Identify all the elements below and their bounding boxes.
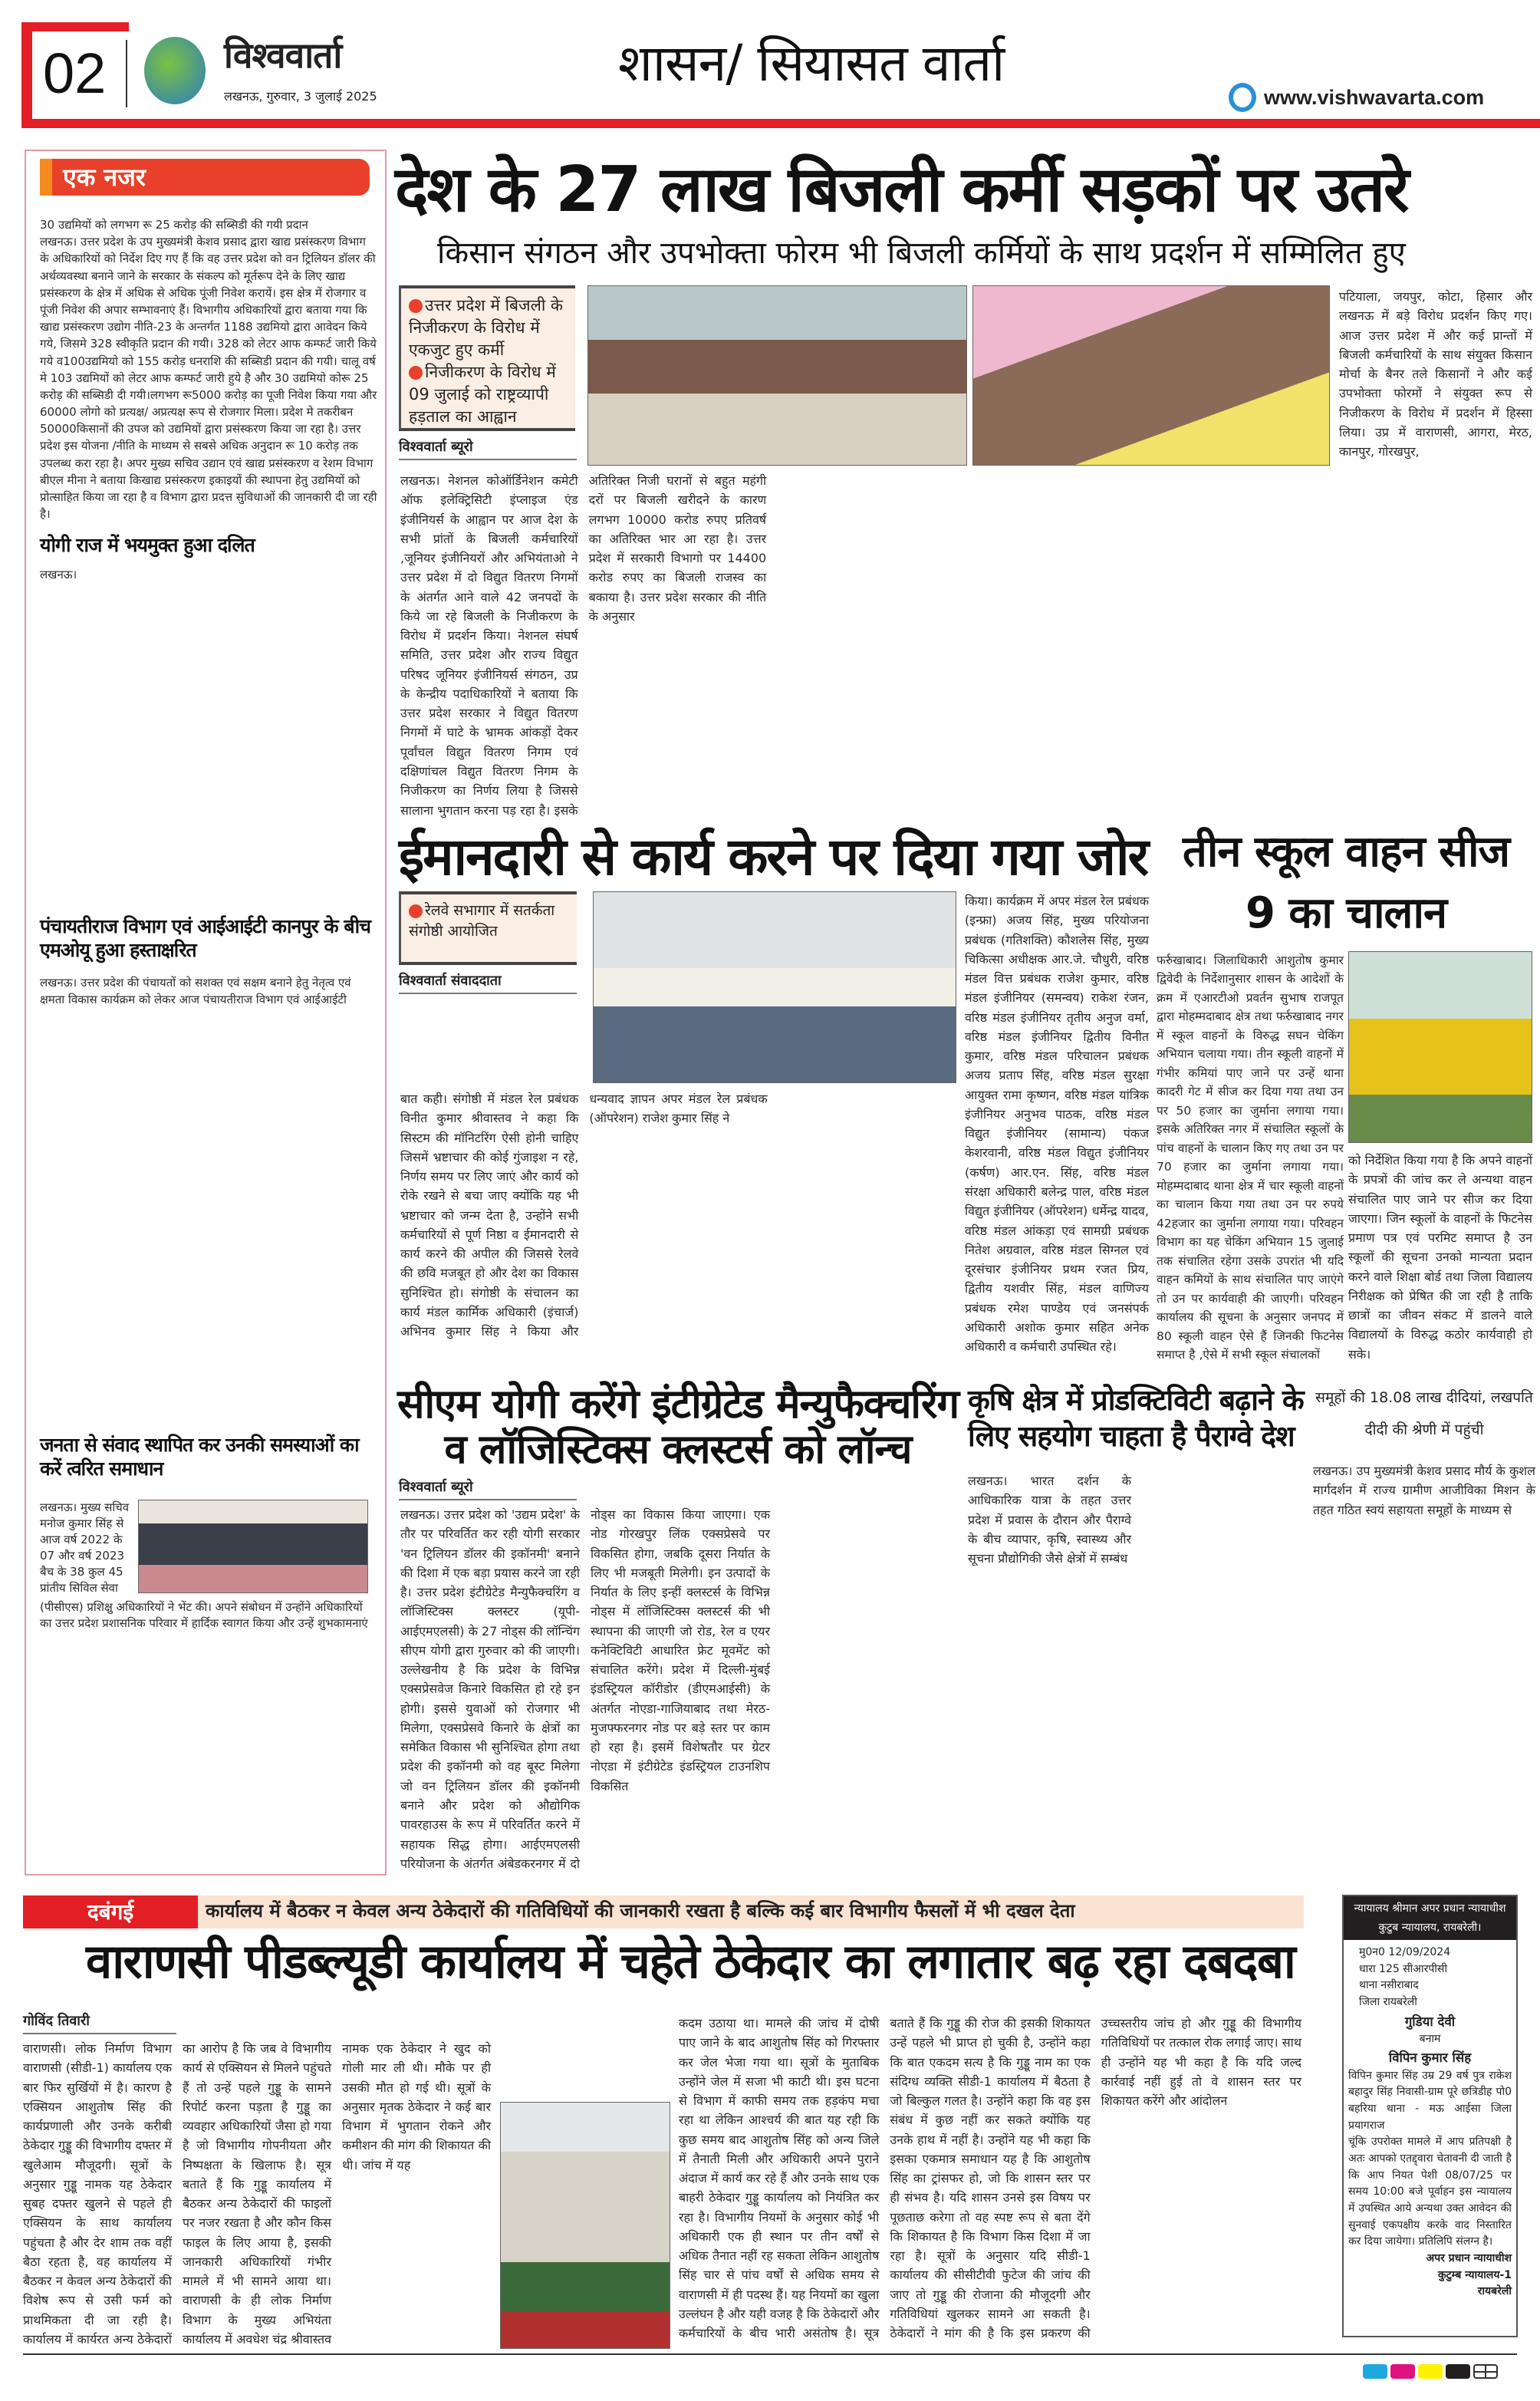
- cm-body: लखनऊ। उत्तर प्रदेश को 'उद्यम प्रदेश' के तौर पर परिवर्तित कर रही योगी सरकार 'वन ट्रिलियन डॉलर की इकॉनमी' बनाने की दिशा में एक बड़ा प्रयास करने जा रही है। उत्तर प्रदेश इंटीग्रेटेड मैन्युफैक्चरिंग व लॉजिस्टिक्स क्लस्टर (यूपी-आईएमएलसी) के 27 नोड्स की लॉन्चिंग सीएम योगी द्वारा गुरुवार को की जाएगी। उल्लेखनीय है कि प्रदेश के विभिन्न एक्सप्रेसवेज किनारे विकसित हो रहे इन होगी। इससे युवाओं को रोजगार भी मिलेगा, एक्सप्रेसवे किनारे के क्षेत्रों का समेकित विकास भी सुनिश्चित होगा तथा प्रदेश की इकॉनमी को वह बूस्ट मिलेगा जो वन ट्रिलियन डॉलर की इकॉनमी बनाने और प्रदेश को औद्योगिक पावरहाउस के रूप में परिवर्तित करने में सहायक सिद्ध होगा। आईएमएलसी परियोजना के अंतर्गत अंबेडकरनगर में दो नोड्स का विकास किया जाएगा। एक नोड गोरखपुर लिंक एक्सप्रेसवे पर विकसित होगा, जबकि दूसरा निर्यात के लिए भी मजबूती मिलेगी। इन उत्पादों के निर्यात के लिए इन्हीं क्लस्टर्स के विभिन्न नोड्स में लॉजिस्टिक्स क्लस्टर्स की भी स्थापना की जाएगी जो रोड, रेल व एयर कनेक्टिविटी आधारित फ्रेट मूवमेंट को संचालित करेंगे। प्रदेश में दिल्ली-मुंबई इंडस्ट्रियल कॉरीडोर (डीएमआईसी) के अंतर्गत नोएडा-गाजियाबाद तथा मेरठ-मुजफ्फरनगर नोड पर बड़े स्तर पर काम हो रहा है। इसमें विशेषतौर पर ग्रेटर नोएडा में इंटीग्रेटेड इंडस्ट्रियल टाउनशिप विकसित: [400, 1507, 770, 1871]
- sidebar-story-4-body: (पीसीएस) प्रशिक्षु अधिकारियों ने भेंट की। अपने संबोधन में उन्होंने अधिकारियों का उत्तर प्रदेश प्रशासनिक परिवार में हार्दिक स्वागत किया और उन्हें शुभकामनाएं: [40, 1600, 368, 1630]
- magenta-swatch: [1390, 2364, 1415, 2379]
- page-number: 02: [43, 41, 107, 105]
- railway-highlight: रेलवे सभागार में सतर्कता संगोष्ठी आयोजित: [399, 891, 577, 965]
- protest-photo-2: [972, 285, 1330, 466]
- notice-court-title: न्यायालय श्रीमान अपर प्रधान न्यायाधीश कुटुब न्यायालय, रायबरेली।: [1344, 1896, 1516, 1940]
- notice-respondent: विपिन कुमार सिंह: [1388, 2050, 1472, 2066]
- logo-icon: [144, 37, 206, 104]
- school-headline-2: 9 का चालान: [1245, 888, 1447, 938]
- protest-photo-1: [587, 285, 967, 466]
- pcs-officers-photo: [138, 1500, 368, 1593]
- ie-icon: [1229, 83, 1256, 112]
- website-link[interactable]: www.vishwavarta.com: [1264, 86, 1485, 109]
- sidebar-story-1: [40, 216, 377, 529]
- railway-body-b: किया। कार्यक्रम में अपर मंडल रेल प्रबंधक (इन्फ्रा) अजय सिंह, मुख्य परियोजना प्रबंधक (गतिशक्ति) कौशलेस सिंह, मुख्य चिकित्सा अधीक्षक आर.जे. चौधुरी, वरिष्ठ मंडल वित्त प्रबंधक राजेश कुमार, वरिष्ठ मंडल इंजीनियर (समन्वय) राकेश रंजन, वरिष्ठ मंडल इंजीनियर तृतीय अनुज वर्मा, वरिष्ठ मंडल इंजीनियर द्वितीय विनीत कुमार, वरिष्ठ मंडल परिचालन प्रबंधक अजय प्रताप सिंह, वरिष्ठ मंडल सुरक्षा आयुक्त रामा कृष्णन, वरिष्ठ मंडल यांत्रिक इंजीनियर अनुभव पाठक, वरिष्ठ मंडल विद्युत इंजीनियर (सामान्य) पंकज केशरवानी, वरिष्ठ मंडल विद्युत इंजीनियर (कर्षण) आर.एन. सिंह, वरिष्ठ मंडल संरक्षा अधिकारी बलेन्द्र पाल, वरिष्ठ मंडल विद्युत इंजीनियर (ऑपरेशन) धर्मेन्द्र यादव, वरिष्ठ मंडल आंकड़ा एवं सामग्री प्रबंधक नितेश अग्रवाल, वरिष्ठ मंडल सिग्नल एवं दूरसंचार इंजीनियर प्रथम रजत प्रिय, द्वितीय यशवीर सिंह, मंडल वाणिज्य प्रबंधक रमेश पाण्डेय एवं जनसंपर्क अधिकारी अशोक कुमार सहित अनेक अधिकारी व कर्मचारी उपस्थित रहे।: [965, 894, 1149, 1355]
- school-body: फर्रुखाबाद। जिलाधिकारी आशुतोष कुमार द्विवेदी के निर्देशानुसार शासन के आदेशों के क्रम में एआरटीओ प्रवर्तन सुभाष राजपूत द्वारा मोहम्मदाबाद क्षेत्र तथा फर्रुखाबाद नगर में स्कूल वाहनों के विरुद्ध सघन चेकिंग अभियान चलाया गया। तीन स्कूली वाहनों में गंभीर कमियां पाए जाने पर उन्हें थाना कादरी गेट में सीज कर दिया गया तथा उन पर 50 हजार का जुर्माना लगाया गया। इसके अतिरिक्त नगर में संचालित स्कूलों के पांच वाहनों के चालान किए गए तथा उन पर 70 हजार का जुर्माना लगाया गया। मोहम्मदाबाद थाना क्षेत्र में चार स्कूली वाहनों का चालान किया गया तथा उन पर रुपये 42हजार का जुर्माना लगाया गया। परिवहन विभाग का यह चेकिंग अभियान 15 जुलाई तक संचालित रहेगा उसके उपरांत भी यदि वाहन कमियों के साथ संचालित पाए जाएंगे तो उन पर कार्यवाही की जाएगी। परिवहन कार्यालय की सूचना के अनुसार जनपद में 80 स्कूली वाहन ऐसे हैं जिनकी फिटनेस समाप्त है ,ऐसे में सभी स्कूल संचालकों: [1157, 953, 1344, 1362]
- sidebar-banner: [40, 159, 370, 196]
- yellow-swatch: [1418, 2364, 1443, 2379]
- railway-headline: ईमानदारी से कार्य करने पर दिया गया जोर: [399, 826, 1148, 887]
- story-body: लखनऊ। उत्तर प्रदेश के उप मुख्यमंत्री केशव प्रसाद द्वारा खाद्य प्रसंस्करण विभाग के अधिकारियों को निर्देश दिए गए हैं कि वह उत्तर प्रदेश को वन ट्रिलियन डॉलर की अर्थव्यवस्था बनाने जाने के सरकार के संकल्प को मूर्तरूप देने के लिए खाद्य प्रसंस्करण के क्षेत्र में अधिक से अधिक पूंजी निवेश करायें। इस क्षेत्र में रोजगार व पूंजी निवेश की अपार सम्भावनाएं हैं। विभागीय अधिकारियों द्वारा बताया गया कि खाद्य प्रसंस्करण उद्योग नीति-23 के अन्तर्गत 1188 उद्यमियो द्वारा आवेदन किये गये, जिसमे 328 स्वीकृति प्रदान की गयी। 328 को लेटर आफ कम्फर्ट जारी किये गये व100उद्यमियो को 155 करोड़ धनराशि की सब्सिडी प्रदान की गयी। चालू वर्ष मे 103 उद्यमियों को लेटर आफ कम्फर्ट जारी हुये है और 30 उद्यमियो कोरू 25 करोड़ की सब्सिडी दी गयी।लगभग रू5000 करोड़ का पूजी निवेश किया गया और 60000 लोगो को प्रत्यक्ष/ अप्रत्यक्ष रूप से रोजगार मिला। प्रदेश मे तकरीबन 50000किसानों की उपज को उद्यमियों द्वारा प्रसंस्करण किया जा रहा है। उत्तर प्रदेश इस योजना /नीति के माध्यम से सबसे अधिक अनुदान रू 10 करोड़ तक उपलब्ध करा रहा है। अपर मुख्य सचिव उद्यान एवं खाद्य प्रसंस्करण व रेशम विभाग बीएल मीना ने बताया किखाद्य प्रसंस्करण इकाइयों की स्थापना हेतु उद्यमियों को प्रोत्साहित किया जा रहा है व विभाग द्वारा प्रदत्त सुविधाओं की जानकारी दी जा रही है।: [40, 235, 377, 522]
- notice-signature: अपर प्रधान न्यायाधीश कुटुम्ब न्यायालय-1 रायबरेली: [1426, 2252, 1512, 2298]
- sidebar-story-4-intro: लखनऊ। मुख्य सचिव मनोज कुमार सिंह से आज वर्ष 2022 के 07 और वर्ष 2023 बैच के 38 कुल 45 प्रांतीय सिविल सेवा: [40, 1500, 130, 1595]
- highlight-item: उत्तर प्रदेश में बिजली के निजीकरण के विरोध में एकजुट हुए कर्मी: [409, 296, 564, 359]
- bottom-body-b: कदम उठाया था। मामले की जांच में दोषी पाए जाने के बाद आशुतोष सिंह को गिरफ्तार कर जेल भेजा गया था। सूत्रों के मुताबिक उन्होंने जेल में सजा भी काटी थी। इस घटना से विभाग में काफी समय तक हड़कंप मचा रहा था लेकिन आश्चर्य की बात यह रही कि कुछ समय बाद आशुतोष सिंह को अन्य जिले में तैनाती मिली और अधिकारी अपने पुराने अंदाज में कार्य कर रहे हैं और उनके साथ एक बाहरी ठेकेदार गुड्डू कार्यालय को नियंत्रित कर रहा है। विभागीय नियमों के अनुसार कोई भी अधिकारी एक ही स्थान पर तीन वर्षों से अधिक तैनात नहीं रह सकता लेकिन आशुतोष सिंह चार से पांच वर्षों से अधिक समय से वाराणसी में ही पदस्थ हैं। यह नियमों का खुला उल्लंघन है और यही वजह है कि ठेकेदारों और कर्मचारियों के बीच भारी असंतोष है। सूत्र बताते हैं कि गुड्डू की रोज की इसकी शिकायत उन्हें पहले भी प्राप्त हो चुकी है, उन्होंने कहा कि बात एकदम सत्य है कि गुड्डू नाम का एक संदिग्ध व्यक्ति सीडी-1 कार्यालय में बैठता है जो बिल्कुल गलत है। उन्होंने कहा कि वह इस संबंध में कुछ नहीं कर सकते क्योंकि यह उनके हाथ में नहीं है। उन्होंने यह भी कहा कि इसका एकमात्र समाधान यह है कि आशुतोष सिंह का ट्रांसफर हो, जो कि शासन स्तर पर ही संभव है। यदि शासन उनसे इस विषय पर पूछताछ करेगा तो वह स्पष्ट रूप से बता देंगे कि शिकायत है कि विभाग किस दिशा में जा रहा है। सूत्रों के अनुसार यदि सीडी-1 कार्यालय की सीसीटीवी फुटेज की जांच की जाए तो गुड्डू की रोजाना की मौजूदगी और गतिविधियां खुलकर सामने आ सकती है। ठेकेदारों ने मांग की है कि इस प्रकरण की उच्चस्तरीय जांच हो और गुड्डू की विभागीय गतिविधियों पर तत्काल रोक लगाई जाए। साथ ही उन्होंने यह भी कहा है कि यदि जल्द कार्रवाई नहीं हुई तो वे शासन स्तर पर शिकायत करेंगे और आंदोलन: [679, 2016, 1301, 2341]
- notice-versus: बनाम: [1419, 2032, 1441, 2045]
- krishi-headline: कृषि क्षेत्र में प्रोडक्टिविटी बढ़ाने के लिए सहयोग चाहता है पैराग्वे देश: [968, 1383, 1304, 1453]
- highlight-item: निजीकरण के विरोध में 09 जुलाई को राष्ट्रव्यापी हड़ताल का आह्वान: [409, 362, 556, 426]
- krishi-body: लखनऊ। भारत दर्शन के आधिकारिक यात्रा के तहत उत्तर प्रदेश में प्रवास के दौरान और पैराग्वे के बीच व्यापार, कृषि, स्वास्थ्य और सूचना प्रौद्योगिकी जैसे क्षेत्रों में सम्बंध: [968, 1474, 1131, 1566]
- kicker-tag: दबंगई: [23, 1895, 198, 1928]
- black-swatch: [1446, 2364, 1470, 2379]
- notice-text: चूंकि उपरोक्त मामले में आप प्रतिपक्षी है अतः आपको एतद्द्वारा चेतावनी दी जाती है कि आप नियत पेशी 08/07/25 पर समय 10:00 बजे पूर्वाहन इस न्यायालय में उपस्थित आये अन्यथा उक्त आवेदन की सुनवाई एकपक्षीय करके वाद निस्तारित कर दिया जायेगा। प्रतिलिपि संलग्न है।: [1348, 2136, 1512, 2248]
- cyan-swatch: [1363, 2364, 1387, 2379]
- lead-highlights: [399, 285, 575, 431]
- bottom-body-a: वाराणसी। लोक निर्माण विभाग वाराणसी (सीडी-1) कार्यालय एक बार फिर सुर्खियों में है। कारण है एक्सियन आशुतोष सिंह की कार्यप्रणाली और उनके करीबी ठेकेदार गुड्डू की विभागीय दफ्तर में खुलेआम मौजूदगी। सूत्रों के अनुसार गुड्डू नामक यह ठेकेदार सुबह दफ्तर खुलने से पहले ही एक्सियन के साथ कार्यालय पहुंचता है और देर शाम तक वहीं बैठा रहता है, वह कार्यालय में बैठकर न केवल अन्य ठेकेदारों की विशेष रूप से उसी फर्म को प्राथमिकता दी जा रही है। कार्यालय में कार्यरत अन्य ठेकेदारों का आरोप है कि जब वे विभागीय कार्य से एक्सियन से मिलने पहुंचते हैं तो उन्हें पहले गुड्डू के सामने रिपोर्ट करना पड़ता है गुड्डू का व्यवहार अधिकारियों जैसा हो गया है जो विभागीय गोपनीयता और निष्पक्षता के खिलाफ है। सूत्र बताते हैं कि गुड्डू कार्यालय में बैठकर अन्य ठेकेदारों की फाइलों पर नजर रखता है और कौन किस फाइल के लिए आया है, इसकी जानकारी अधिकारियों गंभीर मामले में भी सामने आया था। वाराणसी के ही लोक निर्माण विभाग के मुख्य अभियंता कार्यालय में अवधेश चंद्र श्रीवास्तव नामक एक ठेकेदार ने खुद को गोली मार ली थी। मौके पर ही उसकी मौत हो गई थी। सूत्रों के अनुसार मृतक ठेकेदार ने कई बार विभाग में भुगतान रोकने और कमीशन की मांग की शिकायत की थी। जांच में यह: [23, 2041, 491, 2347]
- school-body-2: को निर्देशित किया गया है कि अपने वाहनों के प्रपत्रों की जांच कर ले अन्यथा वाहन संचालित पाए जाने पर सीज कर दिया जाएगा। जिन स्कूलों के वाहनों के फिटनेस प्रमाण पत्र एवं परमिट समाप्त है उन स्कूलों की सूचना उनको मान्यता प्रदान करने वाले शिक्षा बोर्ड तथा जिला विद्यालय निरीक्षक को प्रेषित की जा रही है ताकि छात्रों का जीवन संकट में डालने वाले विद्यालयों के विरुद्ध कठोर कार्यवाही हो सके।: [1348, 1153, 1532, 1362]
- lead-side-body: पटियाला, जयपुर, कोटा, हिसार और लखनऊ में बड़े विरोध प्रदर्शन किए गए। आज उत्तर प्रदेश में और कई प्रान्तों में बिजली कर्मचारियों के साथ संयुक्त किसान मोर्चा के बैनर तले किसानों ने और कई उपभोक्ता फोरमों ने संयुक्त रूप से निजीकरण के विरोध में प्रदर्शन में हिस्सा लिया। उप्र में वाराणसी, आगरा, मेरठ, कानपुर, गोरखपुर,: [1339, 289, 1532, 459]
- school-headline-1: तीन स्कूल वाहन सीज: [1182, 827, 1510, 877]
- didi-body: लखनऊ। उप मुख्यमंत्री केशव प्रसाद मौर्य के कुशल मार्गदर्शन में राज्य ग्रामीण आजीविका मिशन के तहत गठित स्वयं सहायता समूहों के माध्यम से: [1313, 1464, 1535, 1517]
- sidebar-story-3-title: पंचायतीराज विभाग एवं आईआईटी कानपुर के बीच एमओयू हुआ हस्ताक्षरित: [40, 915, 370, 961]
- sidebar-story-4-title: जनता से संवाद स्थापित कर उनकी समस्याओं का करें त्वरित समाधान: [40, 1434, 359, 1480]
- dateline: लखनऊ, गुरुवार, 3 जुलाई 2025: [224, 89, 377, 104]
- sidebar-banner-label: एक नजर: [63, 163, 146, 192]
- bullet-icon: [409, 366, 423, 380]
- sidebar-story-3-body: लखनऊ। उत्तर प्रदेश की पंचायतों को सशक्त एवं सक्षम बनाने हेतु नेतृत्व एवं क्षमता विकास कार्यक्रम को लेकर आज पंचायतीराज विभाग एवं आईआईटी: [40, 976, 351, 1007]
- color-registration-marks: [1363, 2364, 1498, 2379]
- lead-byline: विश्ववार्ता ब्यूरो: [399, 437, 577, 460]
- railway-meeting-photo: [593, 891, 956, 1083]
- header-frame-top: [21, 22, 129, 31]
- bottom-headline: वाराणसी पीडब्ल्यूडी कार्यालय में चहेते ठेकेदार का लगातार बढ़ रहा दबदबा: [86, 1934, 1295, 1989]
- story-title: 30 उद्यमियों को लगभग रू 25 करोड़ की सब्सिडी की गयी प्रदान: [40, 218, 308, 232]
- bullet-icon: [409, 904, 423, 918]
- sidebar-story-2-body: लखनऊ।: [40, 568, 77, 581]
- bottom-byline: गोविंद तिवारी: [23, 2011, 176, 2034]
- header-rule: [21, 119, 1540, 128]
- cm-byline: विश्ववार्ता ब्यूरो: [399, 1477, 577, 1500]
- bullet-icon: [409, 299, 423, 313]
- pwd-office-photo: [500, 2102, 670, 2349]
- lead-subhead: किसान संगठन और उपभोक्ता फोरम भी बिजली कर्मियों के साथ प्रदर्शन में सम्मिलित हुए: [437, 235, 1406, 271]
- didi-headline: समूहों की 18.08 लाख दीदियां, लखपति दीदी की श्रेणी में पहुंची: [1315, 1389, 1533, 1438]
- header-frame-left: [21, 22, 32, 128]
- footer-rule: [23, 2353, 1517, 2355]
- lead-body: लखनऊ। नेशनल कोऑर्डिनेशन कमेटी ऑफ इलेक्ट्रिसिटी इंप्लाइज एंड इंजीनियर्स के आह्वान पर आज देश के सभी प्रांतों के बिजली कर्मचारियों ,जूनियर इंजीनियरों और अभियंताओ ने उत्तर प्रदेश में दो विद्युत वितरण निगमों के अंतर्गत आने वाले 42 जनपदों के किये जा रहे बिजली के निजीकरण के विरोध में प्रदर्शन किया। नेशनल संघर्ष समिति, उत्तर प्रदेश और राज्य विद्युत परिषद जूनियर इंजीनियर्स संगठन, उप्र के केन्द्रीय पदाधिकारियों ने बताया कि उत्तर प्रदेश सरकार ने विद्युत वितरण निगमों में घाटे के भ्रामक आंकड़ों देकर पूर्वांचल विद्युत वितरण निगम एवं दक्षिणांचल विद्युत वितरण निगम के निजीकरण का निर्णय लिया है जिससे सालाना भुगतान करना पड़ रहा है। इसके अतिरिक्त निजी घरानों से बहुत महंगी दरों पर बिजली खरीदने के कारण लगभग 10000 करोड रुपए प्रतिवर्ष का अतिरिक्त भार आ रहा है। उत्तर प्रदेश में सरकारी विभागो पर 14400 करोड रुपए का बिजली राजस्व का बकाया है। उत्तर प्रदेश सरकार की नीति के अनुसार: [400, 473, 767, 818]
- cm-headline: सीएम योगी करेंगे इंटीग्रेटेड मैन्युफैक्चरिंग व लॉजिस्टिक्स क्लस्टर्स को लॉन्च: [397, 1381, 959, 1473]
- sidebar-story-2-title: योगी राज में भयमुक्त हुआ दलित: [40, 534, 255, 556]
- railway-body-a: बात कही। संगोष्ठी में मंडल रेल प्रबंधक विनीत कुमार श्रीवास्तव ने कहा कि सिस्टम की मॉनिटरिंग ऐसी होनी चाहिए जिसमें भ्रष्टाचार की कोई गुंजाइश न रहे, निर्णय समय पर लिए जाएं और कार्य को रोके रखने से बचा जाए क्योंकि यह भी भ्रष्टाचार को जन्म देता है, उन्होंने सभी कर्मचारियों से पूर्ण निष्ठा व ईमानदारी से कार्य करने की अपील की जिससे रेलवे की छवि मजबूत हो और देश का विकास सुनिश्चित हो। संगोष्ठी के संचालन का कार्य मंडल कार्मिक अधिकारी (इंचार्ज) अभिनव कुमार सिंह ने किया और धन्यवाद ज्ञापन अपर मंडल रेल प्रबंधक (ऑपरेशन) राजेश कुमार सिंह ने: [400, 1092, 768, 1339]
- school-van-photo: [1348, 951, 1532, 1143]
- legal-notice: [1342, 1895, 1518, 2337]
- railway-byline: विश्ववार्ता संवाददाता: [399, 971, 577, 994]
- notice-case-details: मु0न0 12/09/2024 धारा 125 सीआरपीसी थाना नसीराबाद जिला रायबरेली: [1359, 1946, 1451, 2009]
- kicker-text: कार्यालय में बैठकर न केवल अन्य ठेकेदारों की गतिविधियों की जानकारी रखता है बल्कि कई बार विभागीय फैसलों में भी दखल देता: [206, 1900, 1075, 1922]
- section-title: शासन/ सियासत वार्ता: [618, 34, 1005, 93]
- notice-respondent-details: विपिन कुमार सिंह उम्र 29 वर्ष पुत्र राकेश बहादुर सिंह निवासी-ग्राम पूरे छत्रिडीह पो0 बहरिया थाना - मऊ आईसा जिला प्रयागराज: [1348, 2069, 1512, 2132]
- registration-cross-icon: [1473, 2364, 1498, 2379]
- header-divider: [126, 40, 127, 107]
- lead-headline: देश के 27 लाख बिजली कर्मी सड़कों पर उतरे: [395, 153, 1408, 226]
- paper-name: विश्ववार्ता: [224, 35, 342, 76]
- notice-petitioner: गुडिया देवी: [1404, 2013, 1456, 2029]
